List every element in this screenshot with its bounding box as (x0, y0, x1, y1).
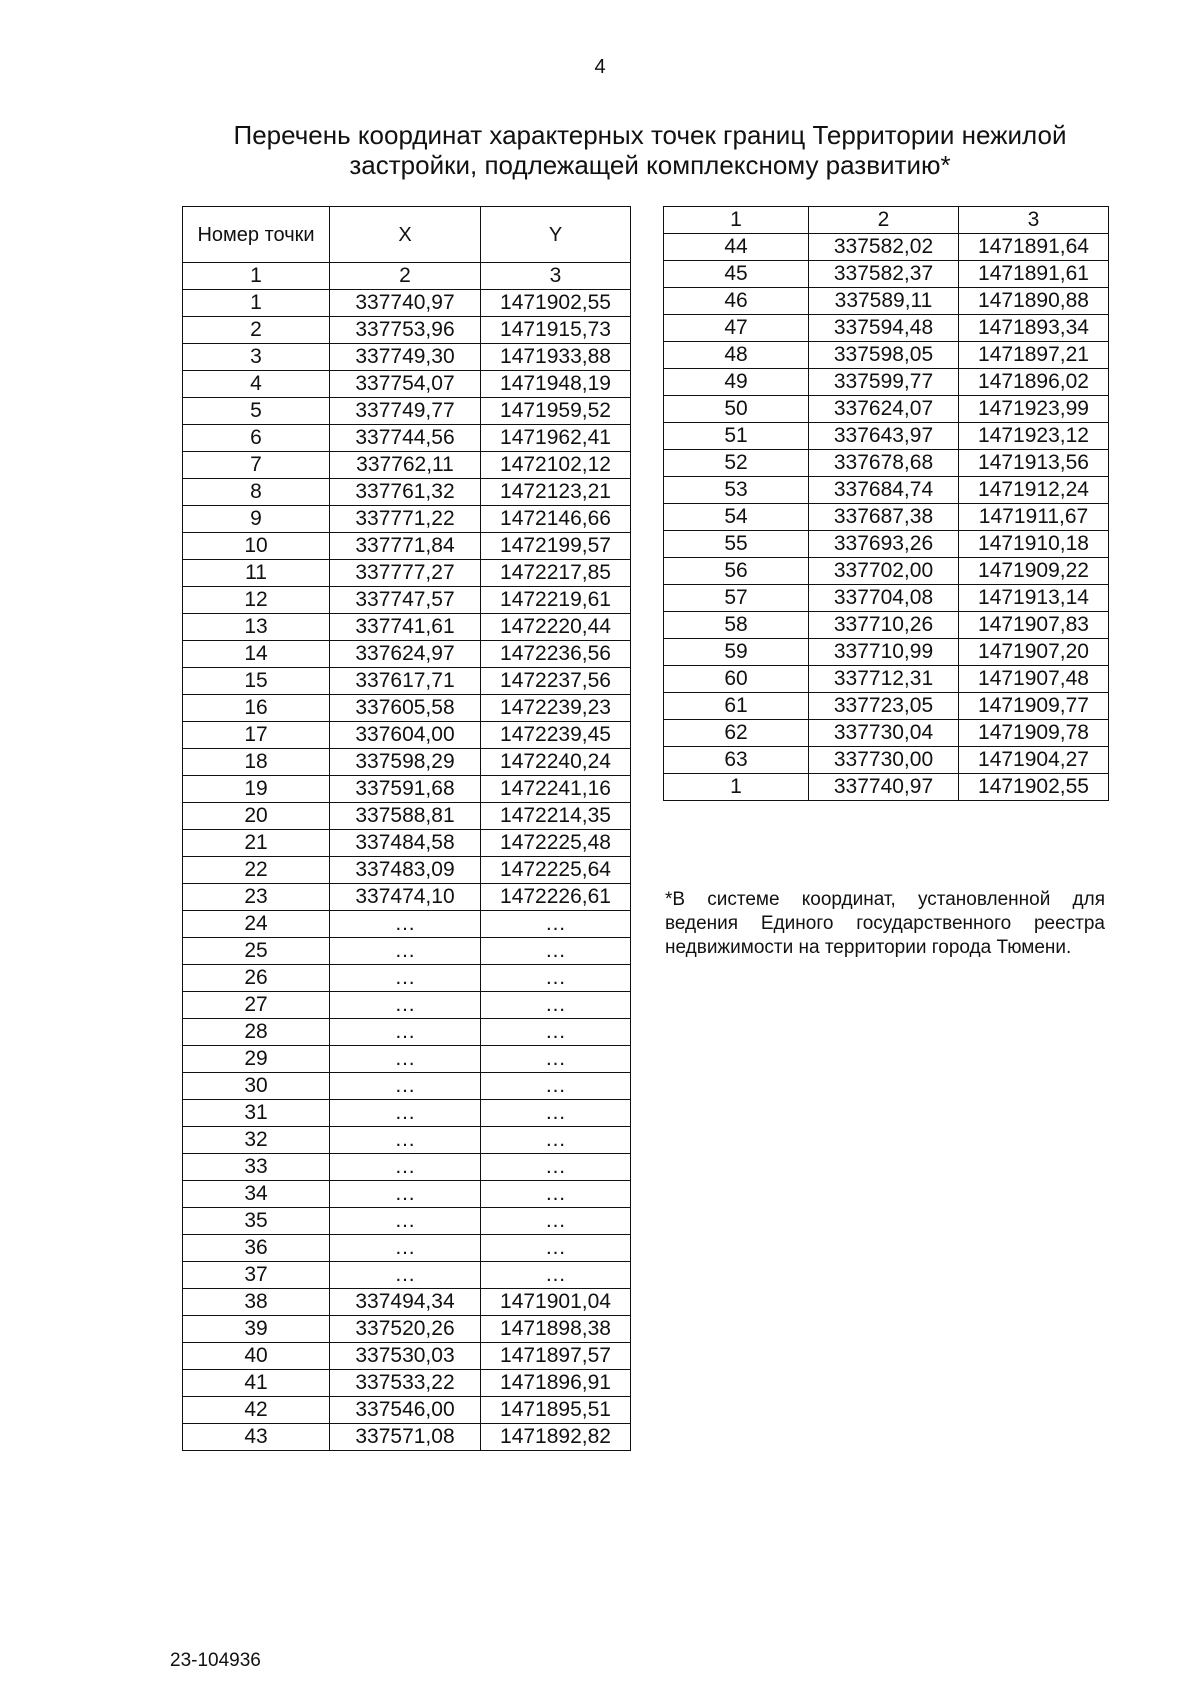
y-coordinate-cell: 1471910,18 (959, 531, 1109, 558)
y-coordinate-cell: 1472239,23 (481, 695, 631, 722)
point-number-cell: 8 (183, 479, 330, 506)
x-coordinate-cell: 337754,07 (330, 371, 481, 398)
x-coordinate-cell: 337747,57 (330, 587, 481, 614)
x-coordinate-cell: 337594,48 (809, 315, 959, 342)
table-row (183, 587, 631, 614)
y-coordinate-cell: 1471896,91 (481, 1370, 631, 1397)
y-coordinate-cell: 1472239,45 (481, 722, 631, 749)
x-coordinate-cell: 337598,29 (330, 749, 481, 776)
table-column-numbers-row (664, 207, 1109, 234)
point-number-cell: 43 (183, 1424, 330, 1451)
x-coordinate-cell: … (330, 1127, 481, 1154)
y-coordinate-cell: 1471896,02 (959, 369, 1109, 396)
x-coordinate-cell: 337588,81 (330, 803, 481, 830)
point-number-cell: 15 (183, 668, 330, 695)
x-coordinate-cell: … (330, 965, 481, 992)
table-row (183, 1343, 631, 1370)
table-header-row (183, 207, 631, 263)
x-coordinate-cell: 337582,02 (809, 234, 959, 261)
point-number-cell: 28 (183, 1019, 330, 1046)
y-coordinate-cell: … (481, 1181, 631, 1208)
y-coordinate-cell: 1471909,78 (959, 720, 1109, 747)
point-number-cell: 22 (183, 857, 330, 884)
point-number-cell: 19 (183, 776, 330, 803)
point-number-cell: 14 (183, 641, 330, 668)
y-coordinate-cell: … (481, 1019, 631, 1046)
y-coordinate-cell: 1471895,51 (481, 1397, 631, 1424)
table-row (664, 747, 1109, 774)
point-number-cell: 57 (664, 585, 809, 612)
point-number-cell: 13 (183, 614, 330, 641)
table-row (183, 1127, 631, 1154)
y-coordinate-cell: … (481, 1127, 631, 1154)
x-coordinate-cell: 337730,00 (809, 747, 959, 774)
x-coordinate-cell: … (330, 1208, 481, 1235)
point-number-cell: 63 (664, 747, 809, 774)
x-coordinate-cell: 337744,56 (330, 425, 481, 452)
point-number-cell: 59 (664, 639, 809, 666)
x-coordinate-cell: … (330, 1154, 481, 1181)
y-coordinate-cell: … (481, 1208, 631, 1235)
table-row (183, 1370, 631, 1397)
point-number-cell: 39 (183, 1316, 330, 1343)
table-row (664, 369, 1109, 396)
point-number-cell: 1 (183, 290, 330, 317)
point-number-cell: 36 (183, 1235, 330, 1262)
y-coordinate-cell: 1472199,57 (481, 533, 631, 560)
x-coordinate-cell: 337599,77 (809, 369, 959, 396)
table-row (183, 1262, 631, 1289)
table-row (664, 234, 1109, 261)
table-row (664, 693, 1109, 720)
column-number: 1 (183, 263, 330, 290)
y-coordinate-cell: 1471948,19 (481, 371, 631, 398)
x-coordinate-cell: 337617,71 (330, 668, 481, 695)
y-coordinate-cell: 1471904,27 (959, 747, 1109, 774)
table-row (183, 722, 631, 749)
header-point-number: Номер точки (183, 207, 330, 263)
footnote: *В системе координат, установленной для ведения Единого государственного реестра недвижимости на территории города Тюмени. (665, 889, 1105, 958)
table-row (664, 288, 1109, 315)
x-coordinate-cell: 337749,77 (330, 398, 481, 425)
y-coordinate-cell: … (481, 1073, 631, 1100)
y-coordinate-cell: 1472220,44 (481, 614, 631, 641)
point-number-cell: 42 (183, 1397, 330, 1424)
x-coordinate-cell: 337730,04 (809, 720, 959, 747)
y-coordinate-cell: 1472146,66 (481, 506, 631, 533)
document-title: Перечень координат характерных точек границ Территории нежилой застройки, подлежащей комплексному развитию* (233, 120, 1067, 180)
table-row (183, 776, 631, 803)
y-coordinate-cell: 1471893,34 (959, 315, 1109, 342)
y-coordinate-cell: 1472225,48 (481, 830, 631, 857)
table-row (183, 668, 631, 695)
y-coordinate-cell: 1472237,56 (481, 668, 631, 695)
point-number-cell: 31 (183, 1100, 330, 1127)
y-coordinate-cell: 1471959,52 (481, 398, 631, 425)
table-row (664, 720, 1109, 747)
table-row (664, 774, 1109, 801)
table-row (664, 585, 1109, 612)
x-coordinate-cell: 337546,00 (330, 1397, 481, 1424)
table-row (183, 1154, 631, 1181)
point-number-cell: 45 (664, 261, 809, 288)
y-coordinate-cell: … (481, 911, 631, 938)
table-row (183, 1289, 631, 1316)
table-row (664, 639, 1109, 666)
table-row (664, 315, 1109, 342)
x-coordinate-cell: 337624,97 (330, 641, 481, 668)
y-coordinate-cell: 1471892,82 (481, 1424, 631, 1451)
point-number-cell: 2 (183, 317, 330, 344)
x-coordinate-cell: 337624,07 (809, 396, 959, 423)
point-number-cell: 25 (183, 938, 330, 965)
y-coordinate-cell: 1471913,14 (959, 585, 1109, 612)
point-number-cell: 44 (664, 234, 809, 261)
table-row (183, 425, 631, 452)
table-row (183, 290, 631, 317)
x-coordinate-cell: 337474,10 (330, 884, 481, 911)
table-row (183, 452, 631, 479)
x-coordinate-cell: 337704,08 (809, 585, 959, 612)
y-coordinate-cell: 1471909,22 (959, 558, 1109, 585)
x-coordinate-cell: 337777,27 (330, 560, 481, 587)
table-row (183, 506, 631, 533)
y-coordinate-cell: 1471901,04 (481, 1289, 631, 1316)
point-number-cell: 62 (664, 720, 809, 747)
table-row (664, 612, 1109, 639)
column-number: 3 (481, 263, 631, 290)
table-row (183, 371, 631, 398)
y-coordinate-cell: 1472240,24 (481, 749, 631, 776)
point-number-cell: 29 (183, 1046, 330, 1073)
point-number-cell: 20 (183, 803, 330, 830)
point-number-cell: 17 (183, 722, 330, 749)
y-coordinate-cell: 1471923,12 (959, 423, 1109, 450)
table-row (183, 1073, 631, 1100)
x-coordinate-cell: 337533,22 (330, 1370, 481, 1397)
table-row (183, 884, 631, 911)
point-number-cell: 49 (664, 369, 809, 396)
x-coordinate-cell: 337749,30 (330, 344, 481, 371)
x-coordinate-cell: … (330, 1073, 481, 1100)
point-number-cell: 26 (183, 965, 330, 992)
table-row (183, 641, 631, 668)
x-coordinate-cell: … (330, 1235, 481, 1262)
x-coordinate-cell: 337740,97 (330, 290, 481, 317)
table-row (183, 1046, 631, 1073)
y-coordinate-cell: 1472219,61 (481, 587, 631, 614)
x-coordinate-cell: … (330, 911, 481, 938)
point-number-cell: 41 (183, 1370, 330, 1397)
y-coordinate-cell: 1471912,24 (959, 477, 1109, 504)
point-number-cell: 51 (664, 423, 809, 450)
column-number: 2 (809, 207, 959, 234)
page-number: 4 (594, 56, 606, 78)
x-coordinate-cell: 337740,97 (809, 774, 959, 801)
y-coordinate-cell: 1471897,21 (959, 342, 1109, 369)
table-row (183, 1100, 631, 1127)
table-row (183, 398, 631, 425)
column-number: 1 (664, 207, 809, 234)
x-coordinate-cell: … (330, 1262, 481, 1289)
y-coordinate-cell: … (481, 1262, 631, 1289)
table-row (183, 695, 631, 722)
x-coordinate-cell: 337582,37 (809, 261, 959, 288)
point-number-cell: 33 (183, 1154, 330, 1181)
y-coordinate-cell: 1471890,88 (959, 288, 1109, 315)
point-number-cell: 27 (183, 992, 330, 1019)
table-row (183, 479, 631, 506)
y-coordinate-cell: 1471907,48 (959, 666, 1109, 693)
header-x: X (330, 207, 481, 263)
table-row (183, 317, 631, 344)
y-coordinate-cell: 1471962,41 (481, 425, 631, 452)
point-number-cell: 56 (664, 558, 809, 585)
x-coordinate-cell: … (330, 938, 481, 965)
point-number-cell: 58 (664, 612, 809, 639)
x-coordinate-cell: 337762,11 (330, 452, 481, 479)
y-coordinate-cell: 1472102,12 (481, 452, 631, 479)
table-row (183, 992, 631, 1019)
x-coordinate-cell: 337771,84 (330, 533, 481, 560)
table-row (664, 261, 1109, 288)
x-coordinate-cell: 337530,03 (330, 1343, 481, 1370)
table-row (183, 560, 631, 587)
y-coordinate-cell: 1472236,56 (481, 641, 631, 668)
x-coordinate-cell: 337483,09 (330, 857, 481, 884)
point-number-cell: 34 (183, 1181, 330, 1208)
table-row (183, 1397, 631, 1424)
point-number-cell: 32 (183, 1127, 330, 1154)
point-number-cell: 35 (183, 1208, 330, 1235)
table-row (183, 1019, 631, 1046)
y-coordinate-cell: 1471933,88 (481, 344, 631, 371)
table-row (664, 423, 1109, 450)
y-coordinate-cell: 1472123,21 (481, 479, 631, 506)
y-coordinate-cell: 1471897,57 (481, 1343, 631, 1370)
x-coordinate-cell: 337589,11 (809, 288, 959, 315)
table-row (664, 558, 1109, 585)
x-coordinate-cell: 337598,05 (809, 342, 959, 369)
point-number-cell: 6 (183, 425, 330, 452)
point-number-cell: 61 (664, 693, 809, 720)
table-row (183, 1316, 631, 1343)
x-coordinate-cell: … (330, 1181, 481, 1208)
point-number-cell: 48 (664, 342, 809, 369)
table-row (183, 830, 631, 857)
y-coordinate-cell: 1472214,35 (481, 803, 631, 830)
point-number-cell: 47 (664, 315, 809, 342)
x-coordinate-cell: 337741,61 (330, 614, 481, 641)
point-number-cell: 3 (183, 344, 330, 371)
x-coordinate-cell: 337723,05 (809, 693, 959, 720)
point-number-cell: 24 (183, 911, 330, 938)
x-coordinate-cell: 337761,32 (330, 479, 481, 506)
coordinates-table-left (182, 206, 631, 1451)
point-number-cell: 11 (183, 560, 330, 587)
point-number-cell: 4 (183, 371, 330, 398)
table-row (183, 1424, 631, 1451)
table-row (183, 344, 631, 371)
y-coordinate-cell: 1472217,85 (481, 560, 631, 587)
point-number-cell: 21 (183, 830, 330, 857)
point-number-cell: 7 (183, 452, 330, 479)
y-coordinate-cell: 1471898,38 (481, 1316, 631, 1343)
point-number-cell: 60 (664, 666, 809, 693)
point-number-cell: 16 (183, 695, 330, 722)
x-coordinate-cell: … (330, 992, 481, 1019)
point-number-cell: 18 (183, 749, 330, 776)
table-row (183, 533, 631, 560)
table-row (183, 938, 631, 965)
y-coordinate-cell: … (481, 1046, 631, 1073)
y-coordinate-cell: … (481, 992, 631, 1019)
y-coordinate-cell: 1472241,16 (481, 776, 631, 803)
table-row (664, 666, 1109, 693)
table-row (664, 342, 1109, 369)
point-number-cell: 10 (183, 533, 330, 560)
x-coordinate-cell: 337484,58 (330, 830, 481, 857)
y-coordinate-cell: 1471911,67 (959, 504, 1109, 531)
document-id: 23-104936 (170, 1650, 261, 1671)
y-coordinate-cell: 1471909,77 (959, 693, 1109, 720)
table-row (664, 531, 1109, 558)
point-number-cell: 12 (183, 587, 330, 614)
x-coordinate-cell: 337753,96 (330, 317, 481, 344)
y-coordinate-cell: 1471915,73 (481, 317, 631, 344)
table-row (183, 857, 631, 884)
table-row (664, 450, 1109, 477)
table-row (183, 1208, 631, 1235)
table-column-numbers-row (183, 263, 631, 290)
column-number: 2 (330, 263, 481, 290)
point-number-cell: 1 (664, 774, 809, 801)
x-coordinate-cell: 337678,68 (809, 450, 959, 477)
y-coordinate-cell: … (481, 1235, 631, 1262)
y-coordinate-cell: … (481, 965, 631, 992)
point-number-cell: 50 (664, 396, 809, 423)
point-number-cell: 30 (183, 1073, 330, 1100)
y-coordinate-cell: 1471902,55 (481, 290, 631, 317)
x-coordinate-cell: 337710,26 (809, 612, 959, 639)
y-coordinate-cell: 1471902,55 (959, 774, 1109, 801)
y-coordinate-cell: … (481, 1100, 631, 1127)
x-coordinate-cell: 337712,31 (809, 666, 959, 693)
x-coordinate-cell: … (330, 1100, 481, 1127)
column-number: 3 (959, 207, 1109, 234)
table-row (664, 504, 1109, 531)
y-coordinate-cell: 1471907,83 (959, 612, 1109, 639)
point-number-cell: 23 (183, 884, 330, 911)
table-row (183, 1235, 631, 1262)
x-coordinate-cell: … (330, 1019, 481, 1046)
x-coordinate-cell: 337643,97 (809, 423, 959, 450)
y-coordinate-cell: … (481, 1154, 631, 1181)
x-coordinate-cell: 337684,74 (809, 477, 959, 504)
y-coordinate-cell: 1472226,61 (481, 884, 631, 911)
point-number-cell: 5 (183, 398, 330, 425)
table-row (183, 1181, 631, 1208)
point-number-cell: 9 (183, 506, 330, 533)
y-coordinate-cell: 1471891,64 (959, 234, 1109, 261)
x-coordinate-cell: 337771,22 (330, 506, 481, 533)
x-coordinate-cell: 337591,68 (330, 776, 481, 803)
table-row (183, 911, 631, 938)
table-row (183, 749, 631, 776)
header-y: Y (481, 207, 631, 263)
x-coordinate-cell: 337605,58 (330, 695, 481, 722)
point-number-cell: 37 (183, 1262, 330, 1289)
point-number-cell: 40 (183, 1343, 330, 1370)
x-coordinate-cell: 337494,34 (330, 1289, 481, 1316)
x-coordinate-cell: 337571,08 (330, 1424, 481, 1451)
point-number-cell: 53 (664, 477, 809, 504)
point-number-cell: 55 (664, 531, 809, 558)
table-row (183, 614, 631, 641)
y-coordinate-cell: 1471891,61 (959, 261, 1109, 288)
coordinates-table-right (663, 206, 1109, 801)
point-number-cell: 52 (664, 450, 809, 477)
x-coordinate-cell: … (330, 1046, 481, 1073)
point-number-cell: 38 (183, 1289, 330, 1316)
y-coordinate-cell: 1471923,99 (959, 396, 1109, 423)
y-coordinate-cell: … (481, 938, 631, 965)
x-coordinate-cell: 337687,38 (809, 504, 959, 531)
x-coordinate-cell: 337520,26 (330, 1316, 481, 1343)
point-number-cell: 46 (664, 288, 809, 315)
table-row (664, 477, 1109, 504)
x-coordinate-cell: 337710,99 (809, 639, 959, 666)
point-number-cell: 54 (664, 504, 809, 531)
x-coordinate-cell: 337604,00 (330, 722, 481, 749)
table-row (183, 803, 631, 830)
y-coordinate-cell: 1471907,20 (959, 639, 1109, 666)
x-coordinate-cell: 337693,26 (809, 531, 959, 558)
x-coordinate-cell: 337702,00 (809, 558, 959, 585)
table-row (183, 965, 631, 992)
y-coordinate-cell: 1471913,56 (959, 450, 1109, 477)
y-coordinate-cell: 1472225,64 (481, 857, 631, 884)
table-row (664, 396, 1109, 423)
